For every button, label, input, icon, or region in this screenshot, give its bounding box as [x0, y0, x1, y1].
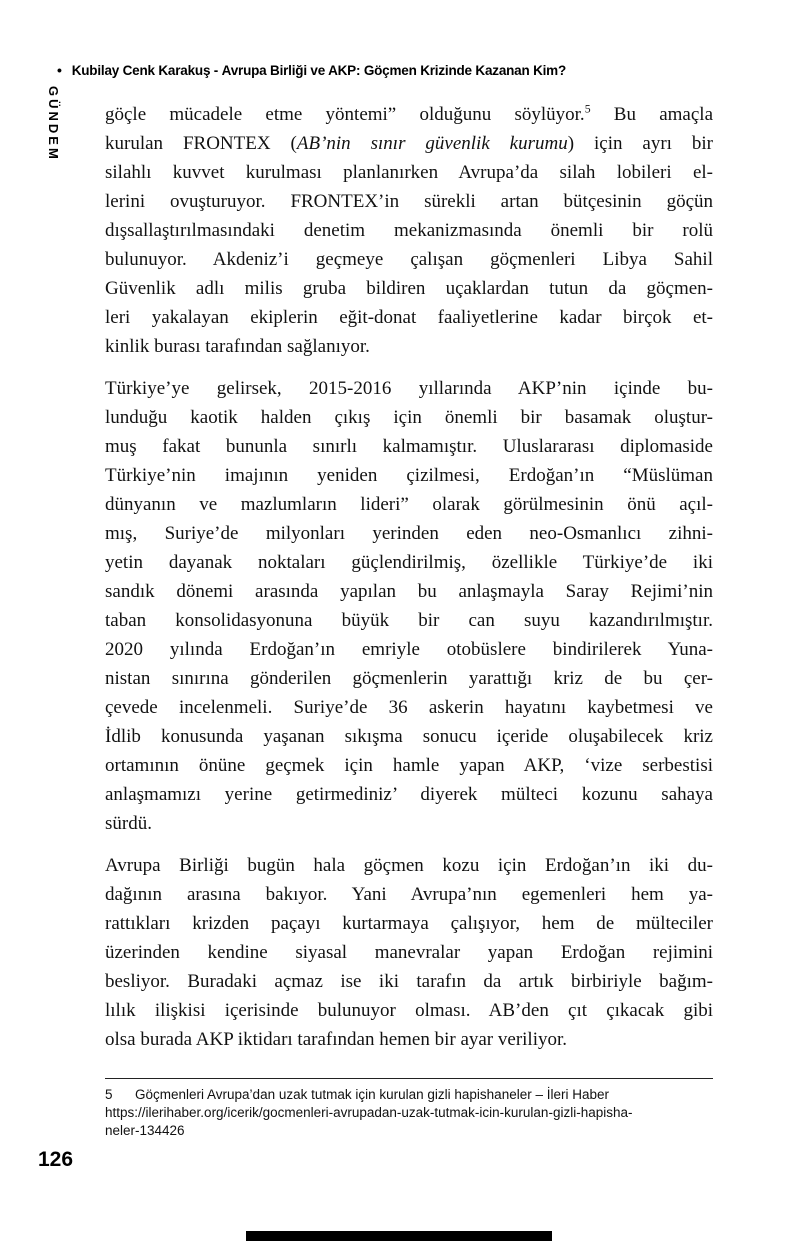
paragraph [105, 374, 713, 838]
footnote-text: Göçmenleri Avrupa’dan uzak tutmak için kurulan gizli hapishaneler – İleri Haber [135, 1087, 609, 1102]
text-line: olsa burada AKP iktidarı tarafından hemen bir ayar veriliyor. [105, 1029, 568, 1050]
text-line: silahlı kuvvet kurulması planlanırken Avrupa’da silah lobileri el- [105, 162, 713, 183]
text-line: kurulan FRONTEX (AB’nin sınır güvenlik kurumu) için ayrı bir [105, 133, 713, 154]
margin-section-label: GÜNDEM [46, 86, 61, 162]
footnote-line [105, 1086, 725, 1104]
text-line: lerini ovuşturuyor. FRONTEX’in sürekli artan bütçesinin göçün [105, 191, 713, 212]
footnote-url-line: neler-134426 [105, 1123, 185, 1138]
footnote [105, 1086, 725, 1140]
text-line: göçle mücadele etme yöntemi” olduğunu söylüyor.$^5$ Bu amaçla [105, 102, 713, 125]
bullet-icon: • [57, 62, 62, 78]
text-line: dışsallaştırılmasındaki denetim mekanizmasında önemli bir rolü [105, 220, 713, 241]
text-line: Güvenlik adlı milis gruba bildiren uçaklardan tutun da göçmen- [105, 278, 713, 299]
text-line: kinlik burası tarafından sağlanıyor. [105, 336, 370, 357]
text-line: çevede incelenmeli. Suriye’de 36 askerin hayatını kaybetmesi ve [105, 697, 713, 718]
footnote-divider [105, 1078, 713, 1079]
text-line: dağının arasına bakıyor. Yani Avrupa’nın egemenleri hem ya- [105, 884, 713, 905]
paragraph [105, 100, 713, 361]
text-line: Avrupa Birliği bugün hala göçmen kozu için Erdoğan’ın iki du- [105, 855, 713, 876]
text-line: İdlib konusunda yaşanan sıkışma sonucu içeride oluşabilecek kriz [105, 726, 713, 747]
header-author: Kubilay Cenk Karakuş - [71, 63, 222, 78]
text-line: rattıkları krizden paçayı kurtarmaya çalışıyor, hem de mülteciler [105, 913, 713, 934]
footnote-url-line: https://ilerihaber.org/icerik/gocmenleri-avrupadan-uzak-tutmak-icin-kurulan-gizli-hapisha- [105, 1105, 633, 1120]
text-line: dünyanın ve mazlumların lideri” olarak görülmesinin önü açıl- [105, 494, 713, 515]
running-header [57, 62, 717, 78]
text-line: leri yakalayan ekiplerin eğit-donat faaliyetlerine kadar birçok et- [105, 307, 713, 328]
text-line: sandık dönemi arasında yapılan bu anlaşmayla Saray Rejimi’nin [105, 581, 713, 602]
text-line: lunduğu kaotik halden çıkış için önemli bir basamak oluştur- [105, 407, 713, 428]
text-line: yetin dayanak noktaları güçlendirilmiş, özellikle Türkiye’de iki [105, 552, 713, 573]
body-text [105, 100, 713, 1067]
text-line: 2020 yılında Erdoğan’ın emriyle otobüslere bindirilerek Yuna- [105, 639, 713, 660]
text-line: Türkiye’ye gelirsek, 2015-2016 yıllarında AKP’nin içinde bu- [105, 378, 713, 399]
page-number: 126 [38, 1148, 74, 1171]
text-line: mış, Suriye’de milyonları yerinden eden neo-Osmanlıcı zihni- [105, 523, 713, 544]
text-line: anlaşmamızı yerine getirmediniz’ diyerek mülteci kozunu sahaya [105, 784, 713, 805]
paragraph [105, 851, 713, 1054]
text-line: sürdü. [105, 813, 152, 834]
footnote-number: 5 [105, 1087, 113, 1102]
text-line: Türkiye’nin imajının yeniden çizilmesi, Erdoğan’ın “Müslüman [105, 465, 713, 486]
header-title: Avrupa Birliği ve AKP: Göçmen Krizinde Kazanan Kim? [221, 63, 567, 78]
text-line: bulunuyor. Akdeniz’i geçmeye çalışan göçmenleri Libya Sahil [105, 249, 713, 270]
text-line: nistan sınırına gönderilen göçmenlerin yarattığı kriz de bu çer- [105, 668, 713, 689]
scan-edge-bar [246, 1231, 552, 1241]
text-line: besliyor. Buradaki açmaz ise iki tarafın da artık birbiriyle bağım- [105, 971, 713, 992]
text-line: ortamının önüne geçmek için hamle yapan AKP, ‘vize serbestisi [105, 755, 713, 776]
text-line: lılık ilişkisi içerisinde bulunuyor olması. AB’den çıt çıkacak gibi [105, 1000, 713, 1021]
text-line: muş fakat bununla sınırlı kalmamıştır. Uluslararası diplomaside [105, 436, 713, 457]
text-line: üzerinden kendine siyasal manevralar yapan Erdoğan rejimini [105, 942, 713, 963]
text-line: taban konsolidasyonuna büyük bir can suyu kazandırılmıştır. [105, 610, 713, 631]
